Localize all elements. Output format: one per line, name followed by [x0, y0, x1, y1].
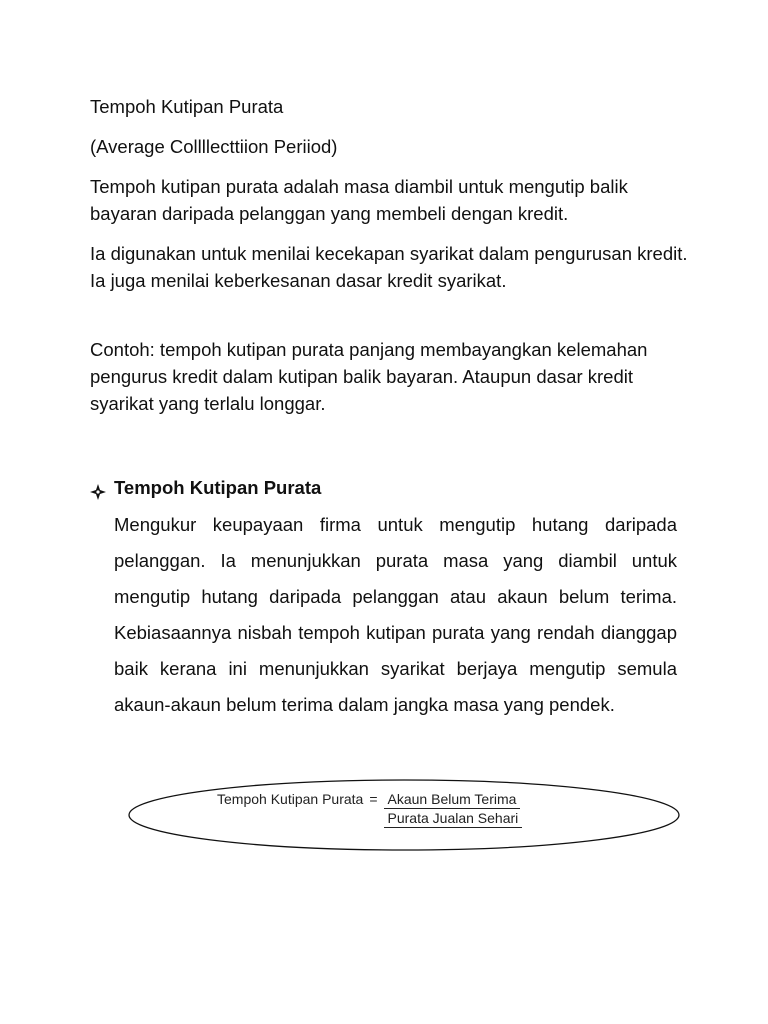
section-body: Mengukur keupayaan firma untuk mengutip hutang daripada pelanggan. Ia menunjukkan purata masa yang diambil untuk mengutip hutang daripada pelanggan atau akaun belum terima. Kebiasaannya nisbah tempoh kutipan purata yang rendah dianggap baik kerana ini menunjukkan syarikat berjaya mengutip semula akaun-akaun belum terima dalam jangka masa yang pendek.: [114, 514, 677, 715]
document-subtitle: (Average Collllecttiion Periiod): [90, 136, 338, 157]
formula: [217, 790, 522, 828]
formula-equals: =: [369, 791, 378, 807]
formula-label: Tempoh Kutipan Purata: [217, 791, 364, 807]
paragraph-definition: Tempoh kutipan purata adalah masa diambil untuk mengutip balik bayaran daripada pelanggan yang membeli dengan kredit.: [90, 176, 628, 224]
formula-denominator: Purata Jualan Sehari: [384, 809, 523, 828]
diamond-bullet-icon: [90, 480, 106, 496]
paragraph-usage: Ia digunakan untuk menilai kecekapan syarikat dalam pengurusan kredit. Ia juga menilai keberkesanan dasar kredit syarikat.: [90, 243, 688, 291]
formula-numerator: Akaun Belum Terima: [384, 790, 521, 809]
formula-box: [127, 778, 681, 852]
paragraph-example: Contoh: tempoh kutipan purata panjang membayangkan kelemahan pengurus kredit dalam kutipan balik bayaran. Ataupun dasar kredit syarikat yang terlalu longgar.: [90, 339, 648, 414]
section-heading-text: Tempoh Kutipan Purata: [114, 477, 322, 498]
formula-fraction: [384, 790, 523, 828]
document-title: Tempoh Kutipan Purata: [90, 96, 284, 117]
section-heading: [90, 474, 321, 501]
